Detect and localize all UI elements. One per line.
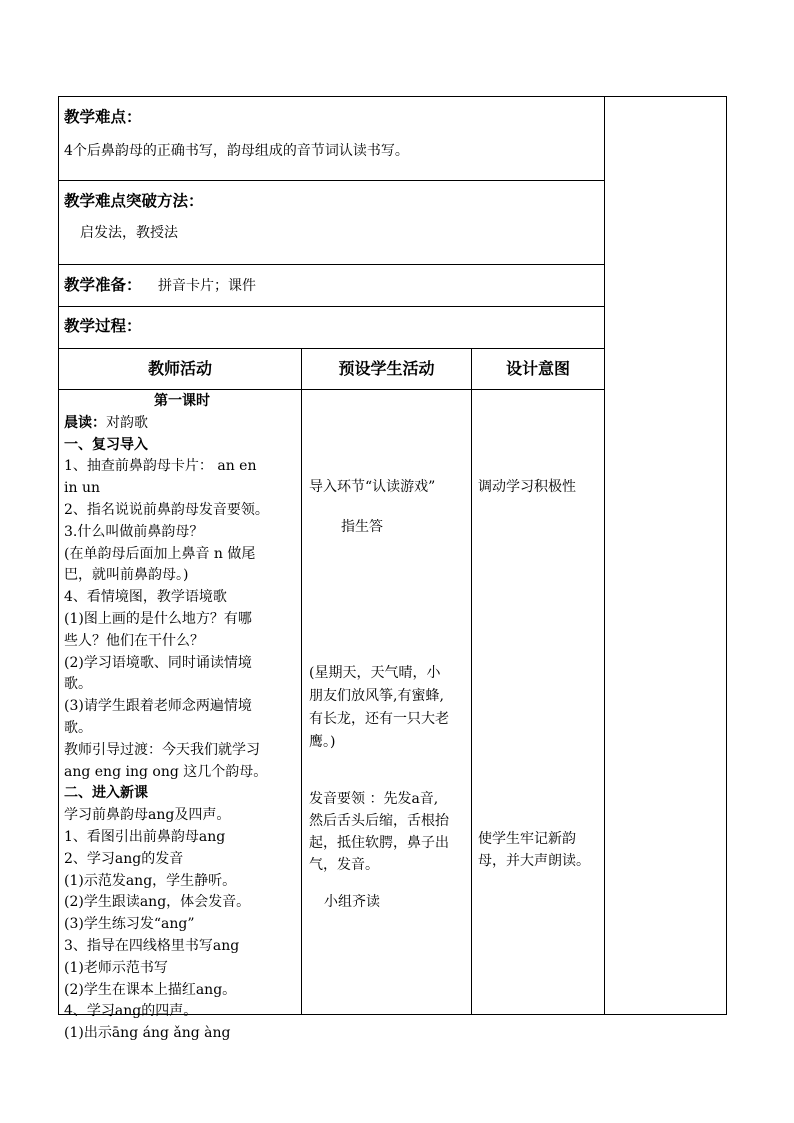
teacher-line: 4、看情境图，教学语境歌	[64, 589, 227, 606]
student-pron-line: 发音要领 ：先发a音,	[309, 791, 439, 807]
teacher-activity-column	[64, 391, 300, 1045]
rule-left	[58, 96, 59, 1015]
process-title: 教学过程：	[64, 316, 142, 335]
teacher-line: (在单韵母后面加上鼻音 n 做尾	[64, 545, 256, 562]
method-title: 教学难点突破方法：	[64, 191, 204, 210]
student-pronunciation-block	[309, 788, 469, 876]
rule-right	[726, 96, 727, 1015]
teacher-line: ang eng ing ong 这几个韵母。	[64, 763, 268, 780]
rule-col-1	[301, 348, 302, 1015]
rule-section-1	[58, 180, 605, 181]
student-intro: 导入环节“认读游戏”	[309, 479, 436, 495]
header-student-activity: 预设学生活动	[338, 359, 435, 378]
header-teacher-activity: 教师活动	[147, 359, 212, 378]
teacher-heading-new-lesson: 二、进入新课	[64, 785, 148, 802]
design-remember-block	[478, 828, 603, 872]
rule-section-3	[58, 306, 605, 307]
rule-section-4	[58, 348, 605, 349]
teacher-line: 学习前鼻韵母ang及四声。	[64, 807, 231, 824]
teacher-line: 巴，就叫前鼻韵母。)	[64, 567, 189, 584]
rule-inner-right	[604, 96, 605, 1015]
teacher-line: 歌。	[64, 719, 92, 736]
design-motivate: 调动学习积极性	[478, 479, 576, 495]
difficulty-text: 4个后鼻韵母的正确书写，韵母组成的音节词认读书写。	[64, 143, 409, 159]
lesson-period-title: 第一课时	[154, 393, 210, 409]
student-scene-line: 朋友们放风筝,有蜜蜂,	[309, 688, 444, 704]
teacher-line: 2、指名说说前鼻韵母发音要领。	[64, 501, 269, 518]
design-remember-line: 使学生牢记新韵	[478, 831, 576, 847]
teacher-line: 3.什么叫做前鼻韵母？	[64, 523, 204, 540]
teacher-line: 4、学习ang的四声。	[64, 1003, 198, 1020]
student-pron-line: 然后舌头后缩，舌根抬	[309, 813, 449, 829]
teacher-line: 1、抽查前鼻韵母卡片： an en	[64, 458, 257, 475]
teacher-line: (1)老师示范书写	[64, 959, 168, 976]
teacher-line: (2)学习语境歌、同时诵读情境	[64, 654, 252, 671]
student-answer: 指生答	[341, 519, 383, 535]
student-scene-line: (星期天，天气晴，小	[309, 665, 441, 681]
rule-col-2	[471, 348, 472, 1015]
prep-title: 教学准备：	[64, 275, 142, 294]
student-scene-line: 有长龙，还有一只大老	[309, 711, 449, 727]
teacher-line: (3)学生练习发“ang”	[64, 916, 195, 933]
rule-section-2	[58, 264, 605, 265]
teacher-line: (3)请学生跟着老师念两遍情境	[64, 698, 252, 715]
teacher-line: (2)学生在课本上描红ang。	[64, 981, 237, 998]
teacher-line: 3、指导在四线格里书写ang	[64, 937, 240, 954]
teacher-line: (1)图上画的是什么地方？有哪	[64, 610, 252, 627]
student-pron-line: 气，发音。	[309, 857, 379, 873]
method-text: 启发法，教授法	[80, 225, 178, 241]
student-scene-line: 鹰。)	[309, 734, 336, 750]
teacher-line: 歌。	[64, 676, 92, 693]
rule-header-bottom	[58, 389, 605, 390]
teacher-line: 教师引导过渡：今天我们就学习	[64, 741, 260, 758]
morning-reading-text: 对韵歌	[106, 414, 148, 431]
prep-text: 拼音卡片；课件	[158, 278, 256, 294]
design-remember-line: 母，并大声朗读。	[478, 853, 590, 869]
teacher-line: 1、看图引出前鼻韵母ang	[64, 828, 226, 845]
rule-top	[58, 96, 727, 97]
teacher-line: in un	[64, 480, 100, 497]
teacher-line	[64, 413, 300, 435]
difficulty-title: 教学难点：	[64, 107, 142, 126]
header-design-intent: 设计意图	[505, 359, 570, 378]
morning-reading-label: 晨读：	[64, 414, 106, 431]
teacher-line: 2、学习ang的发音	[64, 850, 184, 867]
teacher-line: 些人？他们在干什么？	[64, 632, 204, 649]
student-scene-block	[309, 662, 469, 754]
teacher-line: (1)示范发ang，学生静听。	[64, 872, 237, 889]
student-pron-line: 起，抵住软腭，鼻子出	[309, 835, 449, 851]
teacher-heading-review: 一、复习导入	[64, 436, 148, 453]
teacher-line: (1)出示āng áng ǎng àng	[64, 1025, 231, 1042]
student-group: 小组齐读	[324, 894, 380, 910]
teacher-line: (2)学生跟读ang，体会发音。	[64, 894, 251, 911]
